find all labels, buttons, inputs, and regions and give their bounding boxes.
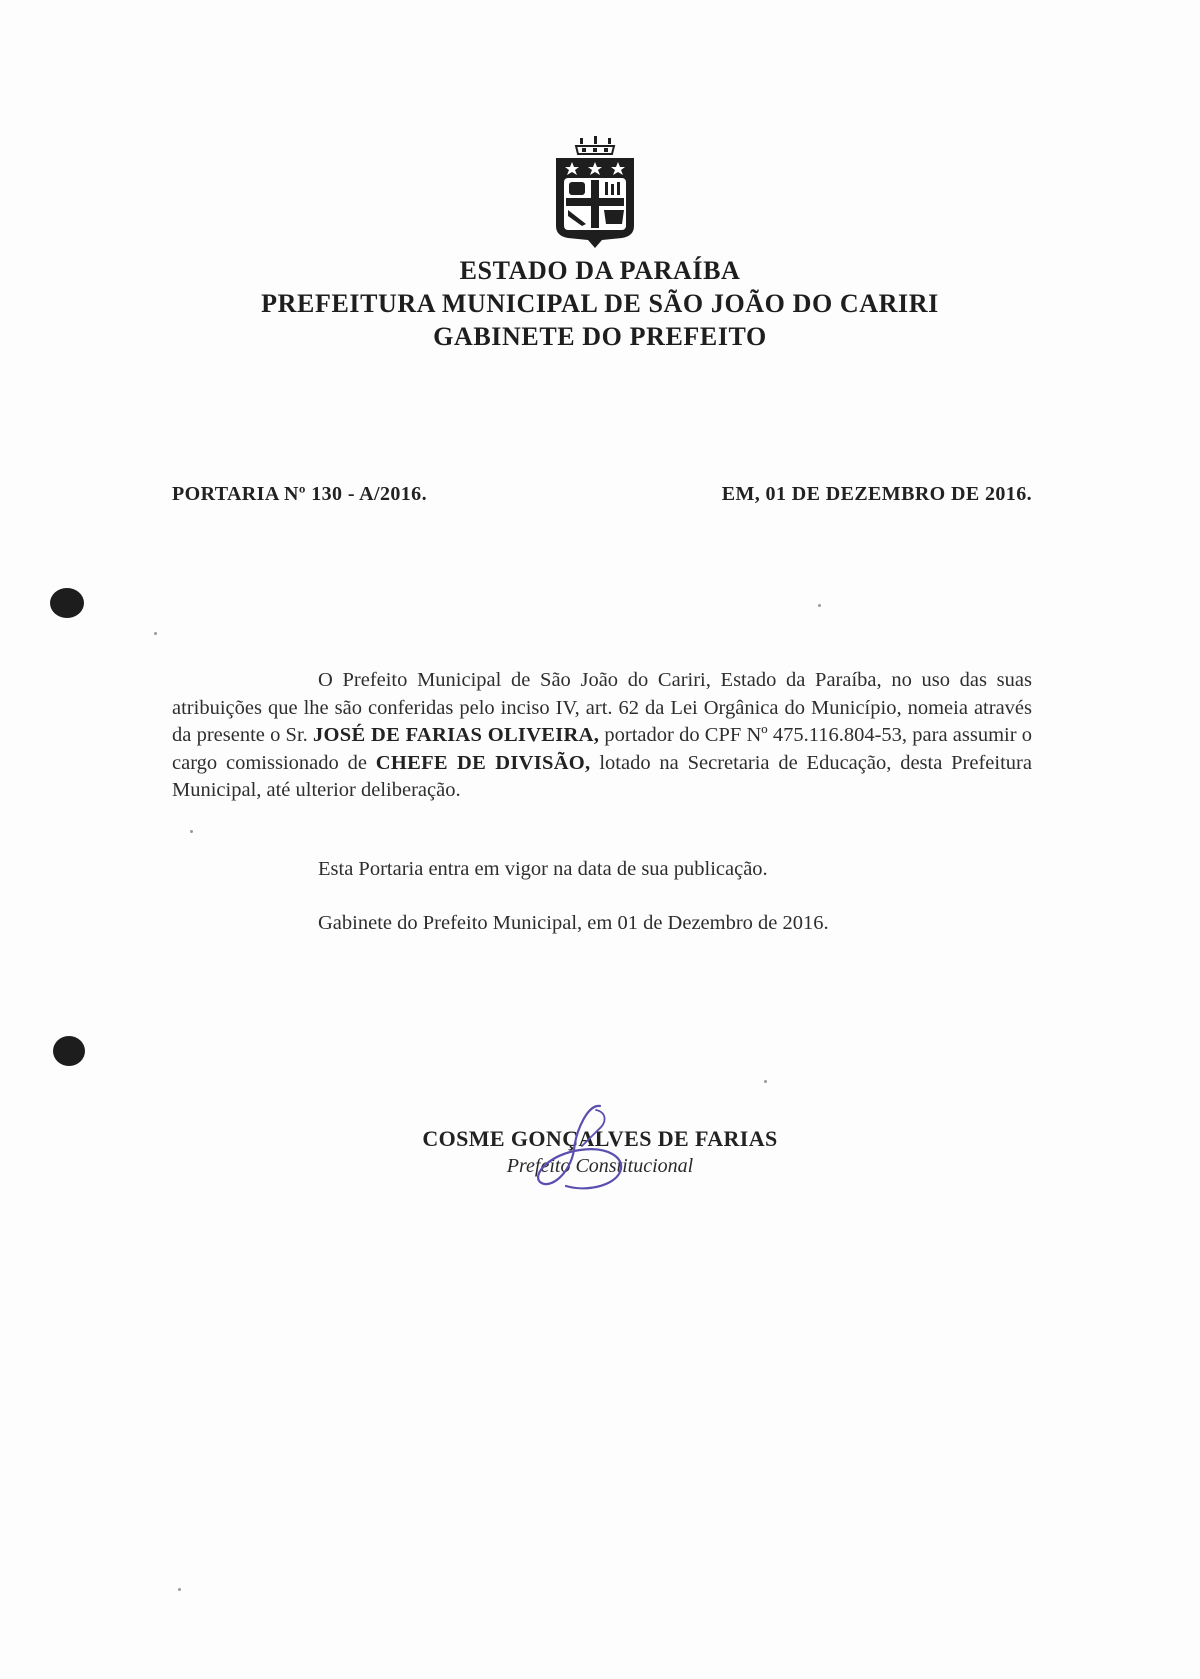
letterhead xyxy=(0,254,1200,353)
signatory-name: COSME GONÇALVES DE FARIAS xyxy=(422,1126,778,1151)
main-paragraph xyxy=(172,667,1032,805)
scan-speck xyxy=(190,830,193,833)
scan-speck xyxy=(178,1588,181,1591)
letterhead-office: GABINETE DO PREFEITO xyxy=(433,322,767,351)
closing-location-date: Gabinete do Prefeito Municipal, em 01 de Dezembro de 2016. xyxy=(318,912,829,934)
scan-speck xyxy=(764,1080,767,1083)
punch-hole xyxy=(53,1036,85,1066)
letterhead-municipality: PREFEITURA MUNICIPAL DE SÃO JOÃO DO CARIRI xyxy=(261,289,939,318)
signatory-role: Prefeito Constitucional xyxy=(506,1155,694,1177)
portaria-date: EM, 01 DE DEZEMBRO DE 2016. xyxy=(721,483,1032,505)
portaria-number: PORTARIA Nº 130 - A/2016. xyxy=(172,483,427,505)
letterhead-state: ESTADO DA PARAÍBA xyxy=(459,256,741,285)
appointee-name: JOSÉ DE FARIAS OLIVEIRA, xyxy=(313,724,600,746)
punch-hole xyxy=(50,588,84,618)
handwritten-signature xyxy=(530,1100,640,1200)
coat-of-arms-icon xyxy=(552,136,638,248)
paragraph-text-1: O Prefeito Municipal de São João do Cariri, Estado da Paraíba, no uso das suas atribuições que lhe são conferidas pelo inciso IV, art. 62 da Lei Orgânica do Município, nomeia através da presente o Sr. xyxy=(172,669,1032,746)
scan-speck xyxy=(154,632,157,635)
paragraph-text-3: lotado na Secretaria de Educação, desta Prefeitura Municipal, até ulterior deliberação. xyxy=(172,751,1032,801)
paragraph-text-2: portador do CPF Nº 475.116.804-53, para assumir o cargo comissionado de xyxy=(172,724,1033,774)
effective-clause: Esta Portaria entra em vigor na data de sua publicação. xyxy=(318,858,768,880)
scan-speck xyxy=(818,604,821,607)
appointed-position: CHEFE DE DIVISÃO, xyxy=(375,751,591,774)
